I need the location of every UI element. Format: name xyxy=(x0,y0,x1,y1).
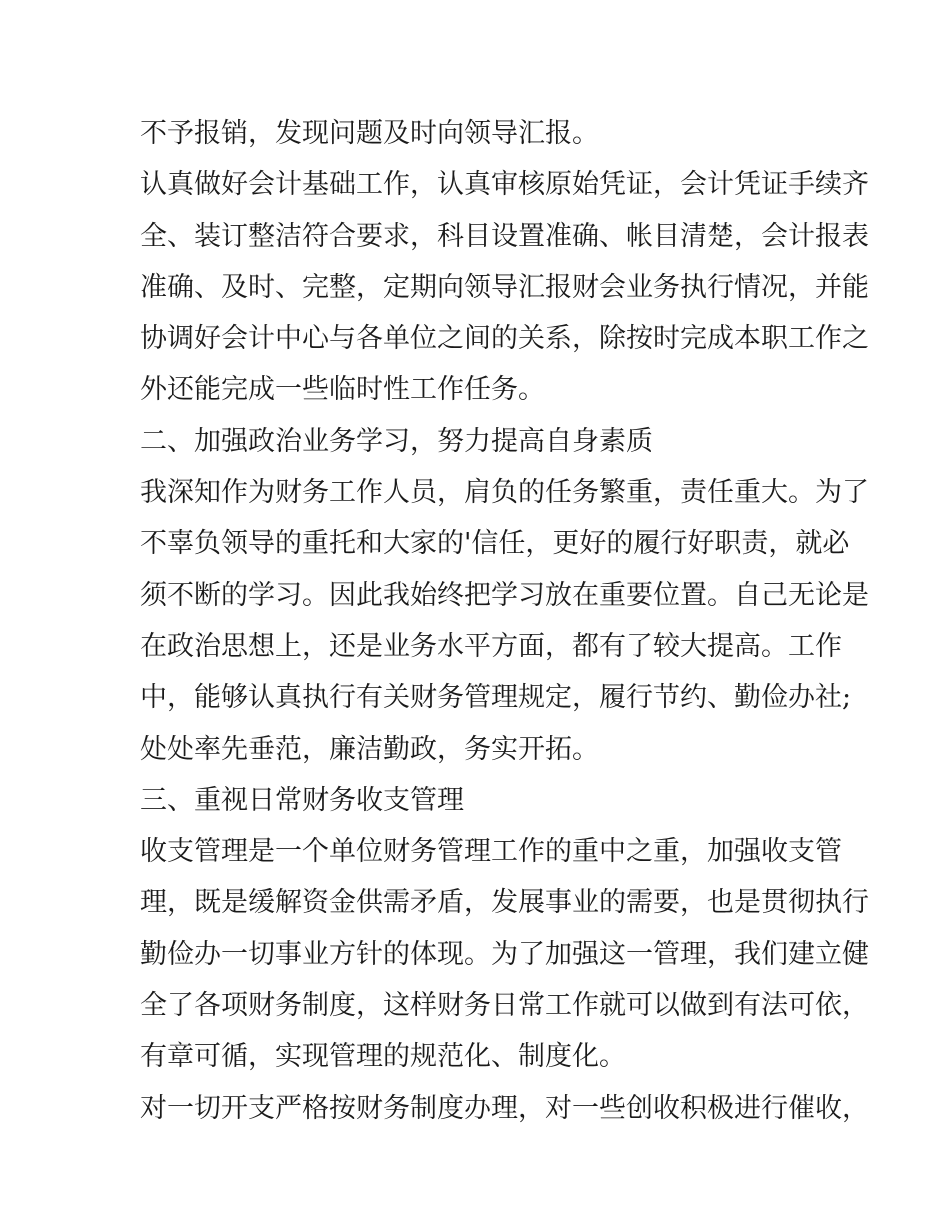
text-line-3: 全、装订整洁符合要求，科目设置准确、帐目清楚，会计报表 xyxy=(140,220,869,252)
text-line-8: 我深知作为财务工作人员，肩负的任务繁重，责任重大。为了 xyxy=(140,477,869,509)
text-line-13: 处处率先垂范，廉洁勤政，务实开拓。 xyxy=(140,733,599,765)
text-line-17: 勤俭办一切事业方针的体现。为了加强这一管理，我们建立健 xyxy=(140,938,869,970)
text-line-2: 认真做好会计基础工作，认真审核原始凭证，会计凭证手续齐 xyxy=(140,169,869,201)
text-line-18: 全了各项财务制度，这样财务日常工作就可以做到有法可依， xyxy=(140,990,869,1022)
text-line-6: 外还能完成一些临时性工作任务。 xyxy=(140,374,545,406)
text-line-4: 准确、及时、完整，定期向领导汇报财会业务执行情况，并能 xyxy=(140,271,869,303)
text-line-9: 不辜负领导的重托和大家的'信任，更好的履行好职责，就必 xyxy=(140,528,850,560)
text-line-5: 协调好会计中心与各单位之间的关系，除按时完成本职工作之 xyxy=(140,323,869,355)
text-line-16: 理，既是缓解资金供需矛盾，发展事业的需要，也是贯彻执行 xyxy=(140,887,869,919)
section-heading-2: 二、加强政治业务学习，努力提高自身素质 xyxy=(140,425,653,457)
text-line-11: 在政治思想上，还是业务水平方面，都有了较大提高。工作 xyxy=(140,630,842,662)
document-body xyxy=(140,108,869,1134)
text-line-1: 不予报销，发现问题及时向领导汇报。 xyxy=(140,118,599,149)
text-line-12: 中，能够认真执行有关财务管理规定，履行节约、勤俭办社; xyxy=(140,682,852,714)
text-line-10: 须不断的学习。因此我始终把学习放在重要位置。自己无论是 xyxy=(140,579,869,611)
text-line-19: 有章可循，实现管理的规范化、制度化。 xyxy=(140,1041,626,1073)
section-heading-3: 三、重视日常财务收支管理 xyxy=(140,784,464,816)
text-line-20: 对一切开支严格按财务制度办理，对一些创收积极进行催收， xyxy=(140,1092,869,1124)
text-line-15: 收支管理是一个单位财务管理工作的重中之重，加强收支管 xyxy=(140,836,842,868)
